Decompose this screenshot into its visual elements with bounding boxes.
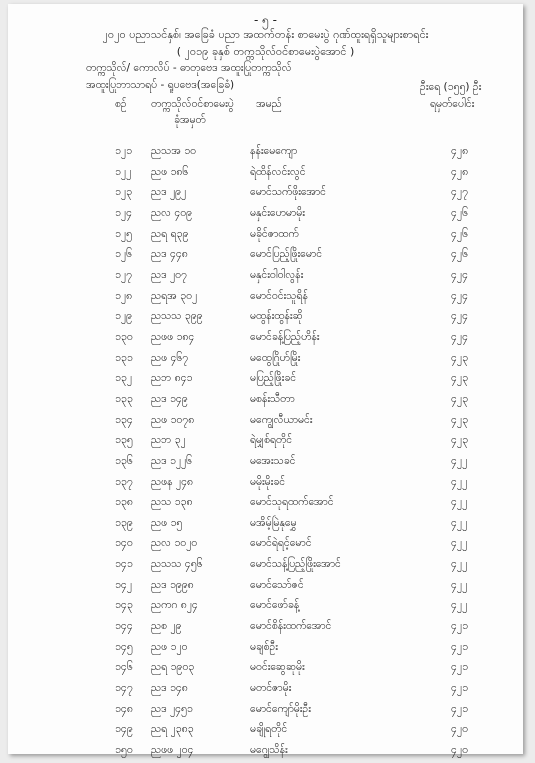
total-mark: ၄၂၂ [451,496,468,509]
total-mark: ၄၂၃ [451,392,468,405]
total-mark: ၄၂၂ [451,454,468,467]
total-mark: ၄၂၄ [451,330,468,343]
total-mark: ၄၂၃ [451,413,468,426]
roll-number: ညဒ ၂၄၅၁ [151,702,193,715]
student-name: မောင်သော်ဇင် [250,578,304,591]
roll-number: ညဖန ၂၄၈ [151,475,193,488]
roll-number: ညဖ ၁၅ [151,516,183,529]
row-number: ၁၄၁ [115,558,133,571]
roll-number: ညဒ ၁၄၈ [151,682,188,695]
table-row [8,555,523,576]
table-row [8,452,523,473]
roll-number: ညသအ ၁၀ [151,145,197,157]
table-row [8,349,523,370]
total-mark: ၄၂၄ [451,310,468,323]
row-number: ၁၄၄ [115,620,133,633]
row-number: ၁၂၄ [115,206,132,219]
student-name: မထွေဂြိုဟ်မြိုး [250,351,301,364]
total-mark: ၄၂၀ [451,723,468,736]
table-row [8,473,523,494]
roll-number: ညဒ ၂၀၇ [151,268,187,281]
student-name: ရဲမျှစ်ရတိုင် [250,434,293,447]
table-row [8,617,523,638]
total-mark: ၄၂၂ [451,578,468,591]
table-row [8,700,523,721]
total-mark: ၄၂၃ [451,434,468,447]
total-mark: ၄၂၄ [451,268,468,281]
row-number: ၁၂၃ [115,186,132,199]
total-mark: ၄၂၀ [451,744,468,757]
row-number: ၁၂၅ [115,227,132,240]
table-row [8,679,523,700]
total-mark: ၄၂၁ [451,620,468,633]
table-row [8,204,523,225]
total-mark: ၄၂၁ [451,682,468,695]
row-number: ၁၃၅ [115,434,133,447]
student-name: မမိုးမိုးခင် [250,475,286,488]
row-number: ၁၃၉ [115,516,133,529]
roll-number: ညဖ ၄၆၇ [151,351,189,364]
roll-number: ညစ ၂၉ [151,620,182,633]
table-row [8,287,523,308]
row-number: ၁၄၇ [115,682,133,695]
student-name: မောင်ခန့်ပြည့်ဟိန်း [250,330,320,343]
table-row [8,638,523,659]
roll-number: ညသသ ၃၉၉ [151,310,203,323]
student-name: မောင်ရဲရင့်မောင် [250,537,312,550]
table-row [8,741,523,762]
column-header-number: စဉ် [115,98,127,110]
student-name: မအေးသခင် [250,454,296,467]
row-number: ၁၄၈ [115,702,133,715]
roll-number: ညသသ ၄၅၆ [151,558,203,571]
student-name: မအိမ့်မြဲနုမွှေ [250,516,297,529]
school-label: အထူးပြုဘာသာရပ် - ရူပဗေဒ(အခြေခံ) [86,79,235,91]
table-row [8,328,523,349]
roll-number: ညဖဖ ၂၀၄ [151,744,194,757]
roll-number: ညရ ၁၉၀၃ [151,661,195,674]
total-mark: ၄၂၂ [451,516,468,529]
roll-number: ညဖ ၁၂၀ [151,640,188,653]
results-table [8,142,523,762]
table-row [8,411,523,432]
total-mark: ၄၂၁ [451,702,468,715]
row-number: ၁၂၉ [115,310,132,323]
total-mark: ၄၂၆ [451,248,468,261]
row-number: ၁၃၃ [115,392,133,405]
total-mark: ၄၂၈ [451,165,469,178]
total-mark: ၄၂၄ [451,289,468,302]
student-name: မောင်သက်ဖိုးအောင် [250,186,327,199]
student-name: မတင်ဇာမိုး [250,682,292,695]
table-row [8,431,523,452]
roll-number: ညဒ ၁၉၉၈ [151,578,194,591]
student-name: မစန်းသီတာ [250,392,295,405]
total-mark: ၄၂၈ [451,145,469,157]
roll-number: ညရ ၂၃၈၃ [151,723,194,736]
row-number: ၁၄၉ [115,723,133,736]
row-number: ၁၂၇ [115,268,132,281]
student-name: မပြည့်ဖြိုးခင် [250,372,297,385]
student-name: မချိုရတိုင် [250,723,288,736]
row-number: ၁၃၇ [115,475,133,488]
student-name: မောင်စိန်းထက်အောင် [250,620,332,633]
table-row [8,307,523,328]
student-name: မောင်ဝင်းသူရိန် [250,289,308,302]
row-number: ၁၃၁ [115,351,133,364]
roll-number: ညလ ၄၀၉ [151,206,193,219]
table-row [8,493,523,514]
row-number: ၁၄၅ [115,640,133,653]
student-name: မချစ်ဦး [250,640,278,653]
count-label: ဦးရေ (၁၅၅) ဦး [420,81,482,93]
roll-number: ညသ ၁၃၈ [151,496,193,509]
row-number: ၁၂၈ [115,289,133,302]
row-number: ၁၃၀ [115,330,133,343]
roll-number: ညဖ ၁၈၆ [151,165,189,178]
total-mark: ၄၂၁ [451,640,468,653]
row-number: ၁၅၀ [115,744,133,757]
student-name: မကျွေလီယာမင်း [250,413,313,426]
total-mark: ၄၂၇ [451,186,468,199]
row-number: ၁၄၃ [115,599,133,612]
total-mark: ၄၂၂ [451,558,468,571]
table-row [8,183,523,204]
roll-number: ညရအ ၃၀၂ [151,289,198,302]
total-mark: ၄၂၆ [451,227,468,240]
student-name: မထွန်းထွန်းဆို [250,310,303,323]
roll-number: ညရ ရ၃၉ [151,227,189,240]
total-mark: ၄၂၆ [451,206,468,219]
student-name: မခိုင်ဇာထက် [250,227,299,240]
roll-number: ညဖ ၁၀၇၈ [151,413,195,426]
row-number: ၁၄၂ [115,578,132,591]
column-header-roll-line2: ခုံအမှတ် [174,114,206,126]
row-number: ၁၃၈ [115,496,133,509]
document-subtitle: ( ၂၀၁၉ ခုနှစ် တက္ကသိုလ်ဝင်စာမေးပွဲအောင် ) [176,45,355,58]
table-row [8,514,523,535]
table-row [8,576,523,597]
row-number: ၁၂၆ [115,248,132,261]
student-name: မောင်သုရထက်အောင် [250,496,334,509]
total-mark: ၄၂၃ [451,372,468,385]
table-row [8,142,523,163]
student-name: ရဲထိန်လင်းလွင် [250,165,306,178]
roll-number: ညဒ ၄၄၈ [151,248,188,261]
table-row [8,658,523,679]
university-label: တက္ကသိုလ်/ ကောလိပ် - ဓာတုဗေဒ အထူးပြုတက္ကသိုလ် [86,62,292,74]
table-row [8,245,523,266]
row-number: ၁၄၀ [115,537,133,550]
column-header-roll: တက္ကသိုလ်ဝင်စာမေးပွဲ [151,98,234,110]
student-name: မောင်ဖော်ခန့် [250,599,300,612]
roll-number: ညကဂ ၈၂၄ [151,599,198,612]
roll-number: ညလ ၁၀၂၀ [151,537,198,550]
student-name: မဂျွေသိန်း [250,744,288,757]
table-row [8,369,523,390]
table-row [8,390,523,411]
student-name: မနှင်းဟေမာမိုး [250,206,305,219]
student-name: မောင်ကျော်မိုးဦး [250,702,311,715]
student-name: နန်းမေကျော [250,145,298,157]
table-row [8,163,523,184]
table-row [8,720,523,741]
row-number: ၁၃၆ [115,454,133,467]
total-mark: ၄၂၂ [451,599,468,612]
total-mark: ၄၂၁ [451,661,468,674]
row-number: ၁၄၆ [115,661,133,674]
student-name: မောင်သန့်ပြည့်ဖြိုးအောင် [250,558,341,571]
table-row [8,266,523,287]
roll-number: ညဒ ၁၄၉ [151,392,188,405]
total-mark: ၄၂၃ [451,351,468,364]
student-name: မောင်ပြည့်ဖြိုးမောင် [250,248,323,261]
roll-number: ညဘ ၈၄၁ [151,372,193,385]
roll-number: ညဖဖ ၁၈၄ [151,330,195,343]
roll-number: ညဒ ၂၉၂ [151,186,187,199]
student-name: မဝင်းဆွေဆုမိုး [250,661,305,674]
row-number: ၁၃၄ [115,413,133,426]
roll-number: ညဘ ၃၂ [151,434,186,447]
row-number: ၁၂၁ [115,145,132,157]
column-header-mark: ရမှတ်ပေါင်း [430,98,475,110]
document-page [8,4,523,757]
row-number: ၁၃၂ [115,372,132,385]
document-title: ၂၀၂၀ ပညာသင်နှစ်၊ အခြေခံ ပညာ အထက်တန်း စာမေးပွဲ ဂုဏ်ထူးရရှိသူများစာရင်း [102,28,429,41]
page-number: - ၅ - [253,13,278,27]
student-name: မနှင်းဝါဝါလွန်း [250,268,304,281]
row-number: ၁၂၂ [115,165,132,178]
table-row [8,534,523,555]
total-mark: ၄၂၂ [451,537,468,550]
column-header-name: အမည် [256,98,282,110]
table-row [8,225,523,246]
table-row [8,596,523,617]
roll-number: ညဒ ၁၂၂၆ [151,454,193,467]
total-mark: ၄၂၂ [451,475,468,488]
